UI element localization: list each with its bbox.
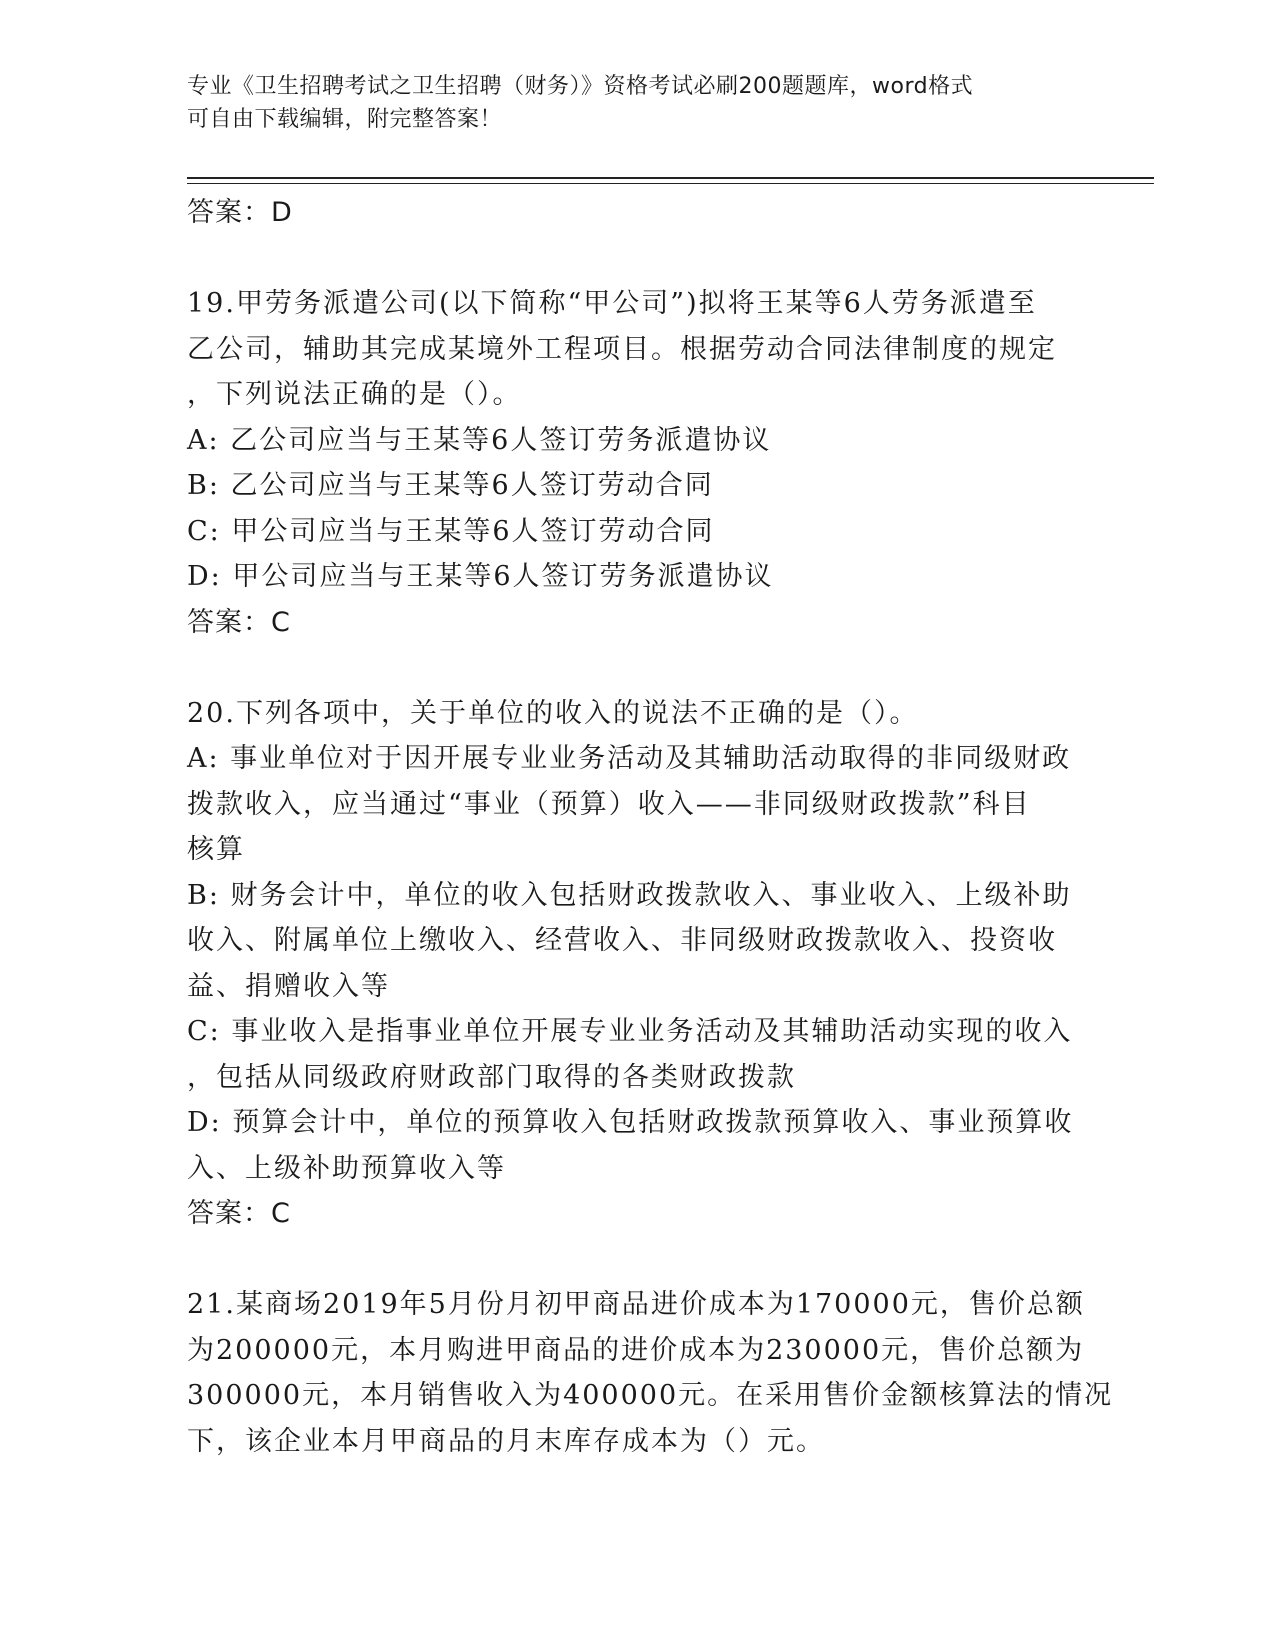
answer-line: 答案：C [187,606,291,638]
header-line: 可自由下载编辑，附完整答案！ [187,107,503,132]
option-c: C: 甲公司应当与王某等6人签订劳动合同 [187,515,715,547]
option-d: D: 甲公司应当与王某等6人签订劳务派遣协议 [187,561,774,592]
option-a: A: 事业单位对于因开展专业业务活动及其辅助活动取得的非同级财政 [187,743,1072,774]
document-body [187,190,1114,1464]
option-a: 核算 [187,834,245,865]
option-b: 收入、附属单位上缴收入、经营收入、非同级财政拨款收入、投资收 [187,925,1057,956]
document-header [187,70,1067,136]
question-text: 21.某商场2019年5月份月初甲商品进价成本为170000元，售价总额 [187,1289,1085,1320]
option-b: B: 乙公司应当与王某等6人签订劳动合同 [187,470,714,501]
option-b: 益、捐赠收入等 [187,970,390,1002]
spacer [187,645,1087,691]
question-text: ，下列说法正确的是（）。 [187,379,522,410]
option-d: 入、上级补助预算收入等 [187,1152,506,1184]
question-text: 300000元，本月销售收入为400000元。在采用售价金额核算法的情况 [187,1380,1114,1411]
option-c: ，包括从同级政府财政部门取得的各类财政拨款 [187,1061,796,1093]
answer-line: 答案：D [187,197,293,228]
header-divider-thick [187,177,1154,179]
spacer [187,1237,1087,1283]
question-text: 20.下列各项中，关于单位的收入的说法不正确的是（）。 [187,697,919,729]
option-a: 拨款收入，应当通过“事业（预算）收入——非同级财政拨款”科目 [187,788,1031,820]
answer-line: 答案：C [187,1198,291,1229]
option-c: C: 事业收入是指事业单位开展专业业务活动及其辅助活动实现的收入 [187,1016,1073,1047]
question-text: 为200000元，本月购进甲商品的进价成本为230000元，售价总额为 [187,1334,1085,1366]
question-19 [187,281,1087,645]
header-line: 专业《卫生招聘考试之卫生招聘（财务）》资格考试必刷200题题库，word格式 [187,74,974,99]
question-text: 19.甲劳务派遣公司(以下简称“甲公司”)拟将王某等6人劳务派遣至 [187,288,1037,319]
header-divider-thin [187,183,1154,184]
question-text: 下，该企业本月甲商品的月末库存成本为（）元。 [187,1425,825,1457]
spacer [187,236,1087,282]
question-21 [187,1282,1114,1464]
option-a: A: 乙公司应当与王某等6人签订劳务派遣协议 [187,424,772,456]
question-20 [187,691,1087,1237]
question-text: 乙公司，辅助其完成某境外工程项目。根据劳动合同法律制度的规定 [187,333,1057,365]
option-d: D: 预算会计中，单位的预算收入包括财政拨款预算收入、事业预算收 [187,1107,1074,1138]
option-b: B: 财务会计中，单位的收入包括财政拨款收入、事业收入、上级补助 [187,879,1072,911]
